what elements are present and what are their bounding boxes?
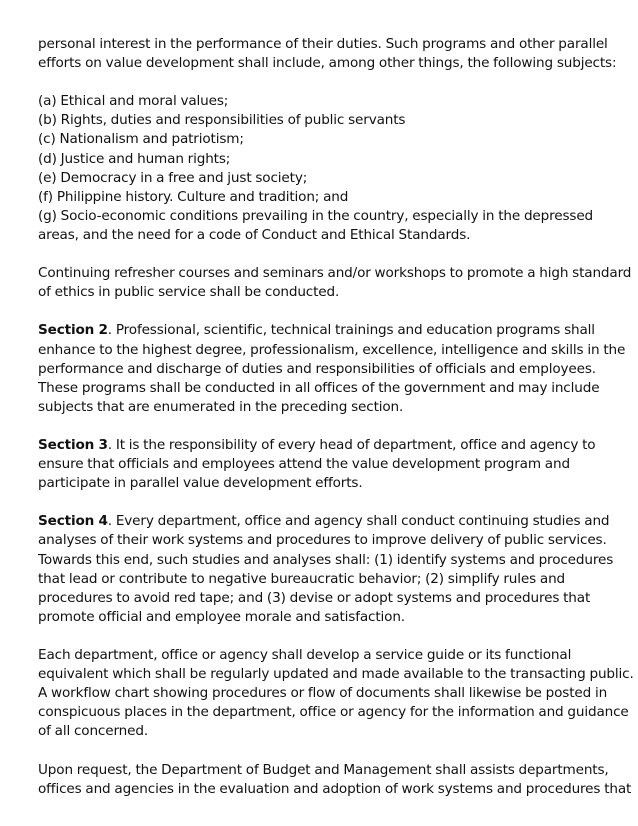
list-item: areas, and the need for a code of Conduct and Ethical Standards. [38, 226, 471, 243]
text-line: Towards this end, such studies and analyses shall: (1) identify systems and procedures [38, 551, 614, 568]
list-item: (b) Rights, duties and responsibilities of public servants [38, 112, 406, 129]
text-line: that lead or contribute to negative bureaucratic behavior; (2) simplify rules and [38, 570, 566, 587]
section-3-heading: Section 3 [38, 436, 108, 453]
text-line: Upon request, the Department of Budget and Management shall assists departments, [38, 761, 609, 778]
list-item: (g) Socio-economic conditions prevailing in the country, especially in the depressed [38, 207, 594, 224]
text-line [38, 436, 623, 455]
list-item: (e) Democracy in a free and just society; [38, 169, 308, 186]
text-line [38, 512, 623, 531]
list-item: (f) Philippine history. Culture and tradition; and [38, 188, 349, 205]
text-line: subjects that are enumerated in the preceding section. [38, 398, 404, 415]
text-line: offices and agencies in the evaluation and adoption of work systems and procedures that [38, 780, 632, 797]
text-line: ensure that officials and employees attend the value development program and [38, 456, 570, 473]
text-line: procedures to avoid red tape; and (3) devise or adopt systems and procedures that [38, 589, 591, 606]
section-2-paragraph [38, 321, 626, 416]
dbm-paragraph [38, 761, 632, 799]
service-guide-paragraph [38, 646, 634, 741]
list-item: (d) Justice and human rights; [38, 150, 231, 167]
section-2-heading: Section 2 [38, 322, 108, 339]
text-run: . It is the responsibility of every head of department, office and agency to [107, 436, 596, 453]
section-4-paragraph [38, 512, 623, 627]
text-line: Each department, office or agency shall develop a service guide or its functional [38, 647, 572, 663]
refresher-paragraph [38, 264, 632, 302]
text-line: efforts on value development shall include, among other things, the following subjects: [38, 55, 617, 72]
section-4-heading: Section 4 [38, 513, 108, 530]
text-line: conspicuous places in the department, office or agency for the information and guidance [38, 704, 629, 721]
text-line: performance and discharge of duties and responsibilities of officials and employees. [38, 360, 596, 377]
text-run: . Professional, scientific, technical trainings and education programs shall [107, 322, 595, 339]
text-line: equivalent which shall be regularly updated and made available to the transacting public. [38, 666, 634, 683]
text-line: These programs shall be conducted in all offices of the government and may include [38, 379, 600, 396]
intro-paragraph [38, 35, 623, 73]
text-line: enhance to the highest degree, professionalism, excellence, intelligence and skills in the [38, 341, 626, 358]
text-line: analyses of their work systems and procedures to improve delivery of public services. [38, 532, 607, 549]
list-item: (a) Ethical and moral values; [38, 93, 229, 110]
section-3-paragraph [38, 436, 623, 493]
list-item: (c) Nationalism and patriotism; [38, 131, 244, 148]
text-line: participate in parallel value development efforts. [38, 475, 363, 492]
subjects-list [38, 92, 623, 245]
text-line: of all concerned. [38, 723, 149, 740]
text-run: . Every department, office and agency shall conduct continuing studies and [107, 513, 610, 530]
text-line: promote official and employee morale and satisfaction. [38, 608, 405, 625]
document-page [38, 35, 634, 818]
text-line: of ethics in public service shall be conducted. [38, 284, 340, 301]
text-line: personal interest in the performance of their duties. Such programs and other parallel [38, 36, 608, 52]
text-line: A workflow chart showing procedures or flow of documents shall likewise be posted in [38, 685, 608, 702]
text-line [38, 321, 623, 340]
text-line: Continuing refresher courses and seminars and/or workshops to promote a high standard [38, 265, 632, 282]
